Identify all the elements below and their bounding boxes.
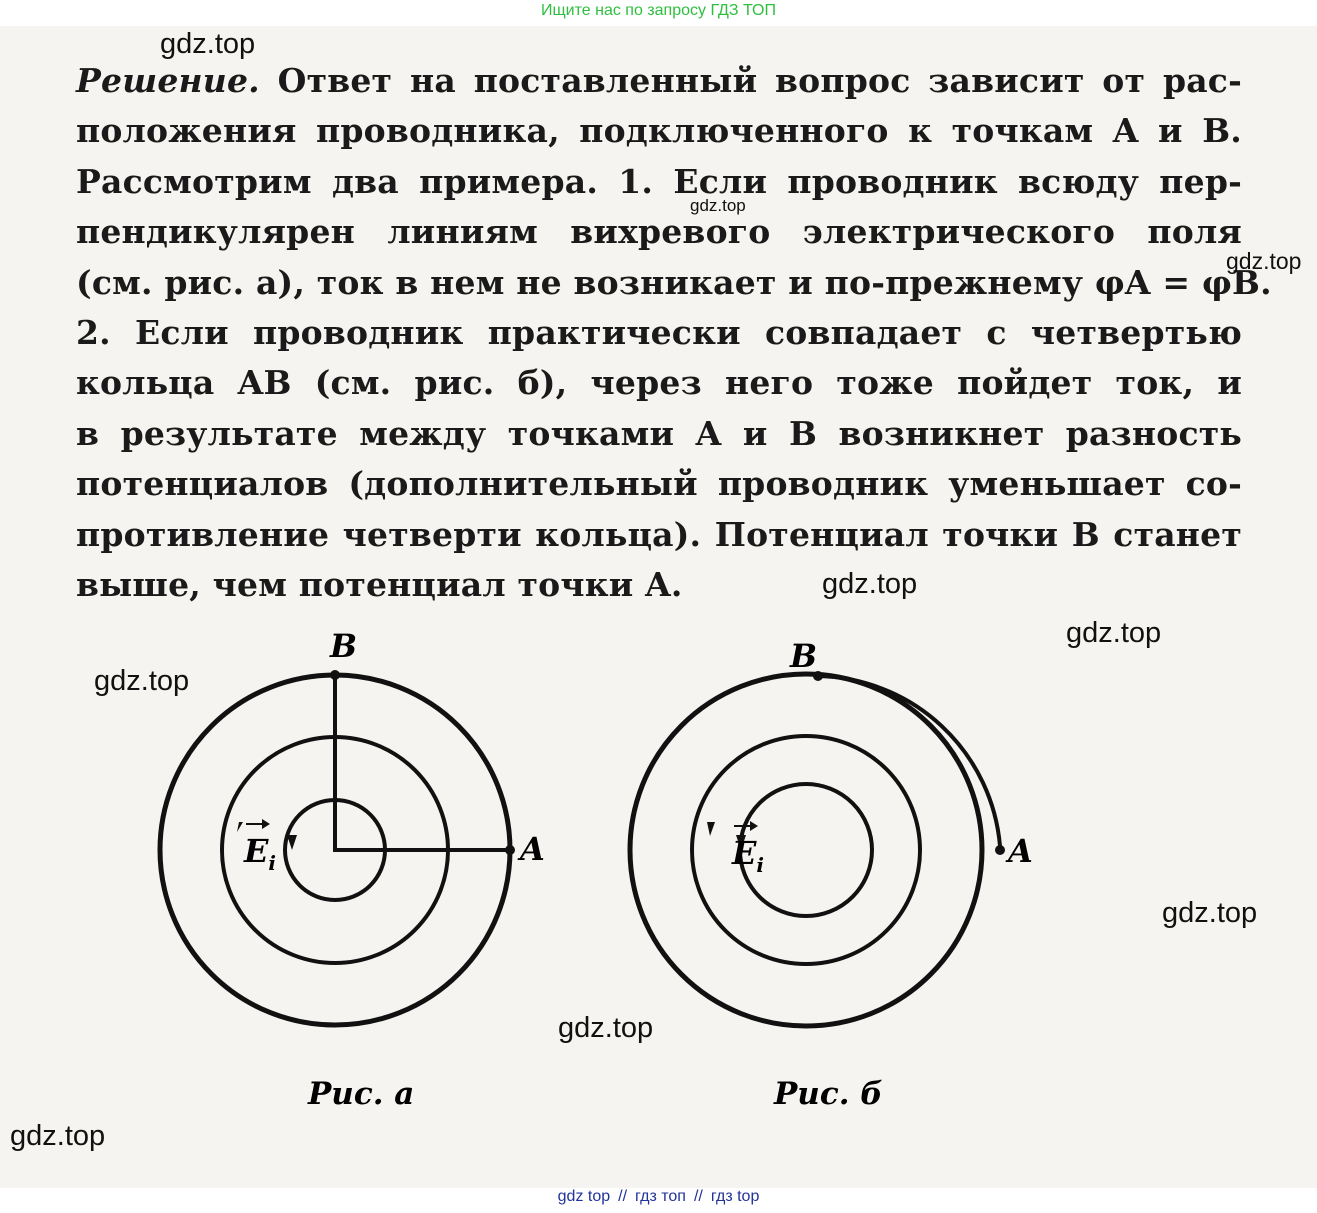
bottom-banner (0, 1188, 1317, 1206)
watermark-1: gdz.top (160, 28, 256, 60)
solution-line-11: выше, чем потенциал точки A. (76, 564, 683, 604)
bottom-link-3[interactable]: гдз top (710, 1188, 760, 1205)
watermark-7: gdz.top (1162, 897, 1258, 929)
solution-line-6: 2. Если проводник практически совпадает с четвертью (76, 312, 1242, 352)
fig-b-vector-tip (750, 821, 758, 831)
watermark-6: gdz.top (94, 665, 190, 697)
fig-a-vector-tip (262, 819, 270, 829)
separator-1: // (618, 1188, 628, 1205)
solution-line-7: кольца AB (см. рис. б), через него тоже пойдет ток, и (76, 363, 1242, 403)
fig-a-arrow-middle (237, 822, 243, 832)
watermark-2: gdz.top (690, 196, 746, 215)
fig-b-label-A: A (1008, 832, 1033, 870)
bottom-link-2[interactable]: гдз топ (635, 1188, 686, 1205)
fig-a-label-A: A (520, 830, 545, 868)
fig-b-conductor (818, 676, 1000, 846)
fig-b-field-label: $E_i$ (732, 834, 764, 877)
fig-b-caption: Рис. б (774, 1076, 883, 1112)
top-banner[interactable]: Ищите нас по запросу ГДЗ ТОП (541, 2, 776, 19)
fig-a-label-B: B (330, 627, 358, 665)
solution-line-10: противление четверти кольца). Потенциал точки B станет (76, 514, 1242, 554)
solution-line-3: Рассмотрим два примера. 1. Если проводник всюду пер- (76, 161, 1242, 201)
fig-a-point-B (330, 670, 340, 680)
solution-line-4: пендикулярен линиям вихревого электрического поля (76, 212, 1242, 252)
solution-line-5: (см. рис. а), ток в нем не возникает и по-прежнему φA = φB. (76, 262, 1272, 302)
watermark-4: gdz.top (822, 568, 918, 600)
solution-heading: Решение. (76, 61, 260, 100)
figure-a (160, 627, 545, 1112)
watermark-9: gdz.top (10, 1120, 106, 1152)
watermark-5: gdz.top (1066, 617, 1162, 649)
fig-b-arrow-middle (707, 822, 715, 836)
fig-a-point-A (505, 845, 515, 855)
solution-line-2: положения проводника, подключенного к точкам A и B. (76, 111, 1242, 151)
bottom-link-1[interactable]: gdz top (557, 1188, 611, 1205)
solution-line-9: потенциалов (дополнительный проводник уменьшает со- (76, 464, 1242, 504)
watermark-8: gdz.top (558, 1012, 654, 1044)
fig-b-middle-ring (692, 736, 920, 964)
fig-a-field-label: $E_i$ (244, 832, 276, 875)
fig-b-outer-ring (630, 674, 982, 1026)
separator-2: // (693, 1188, 703, 1205)
watermark-3: gdz.top (1226, 248, 1302, 274)
solution-line-8: в результате между точками A и B возникнет разность (76, 413, 1242, 453)
fig-b-inner-ring (740, 784, 872, 916)
fig-b-point-A (995, 845, 1005, 855)
solution-line-1: Решение. Ответ на поставленный вопрос зависит от рас- (76, 61, 1242, 100)
fig-a-arrow-inner (287, 835, 297, 850)
fig-b-label-B: B (790, 637, 818, 675)
fig-a-caption: Рис. а (308, 1076, 415, 1112)
figure-b (630, 637, 1033, 1112)
